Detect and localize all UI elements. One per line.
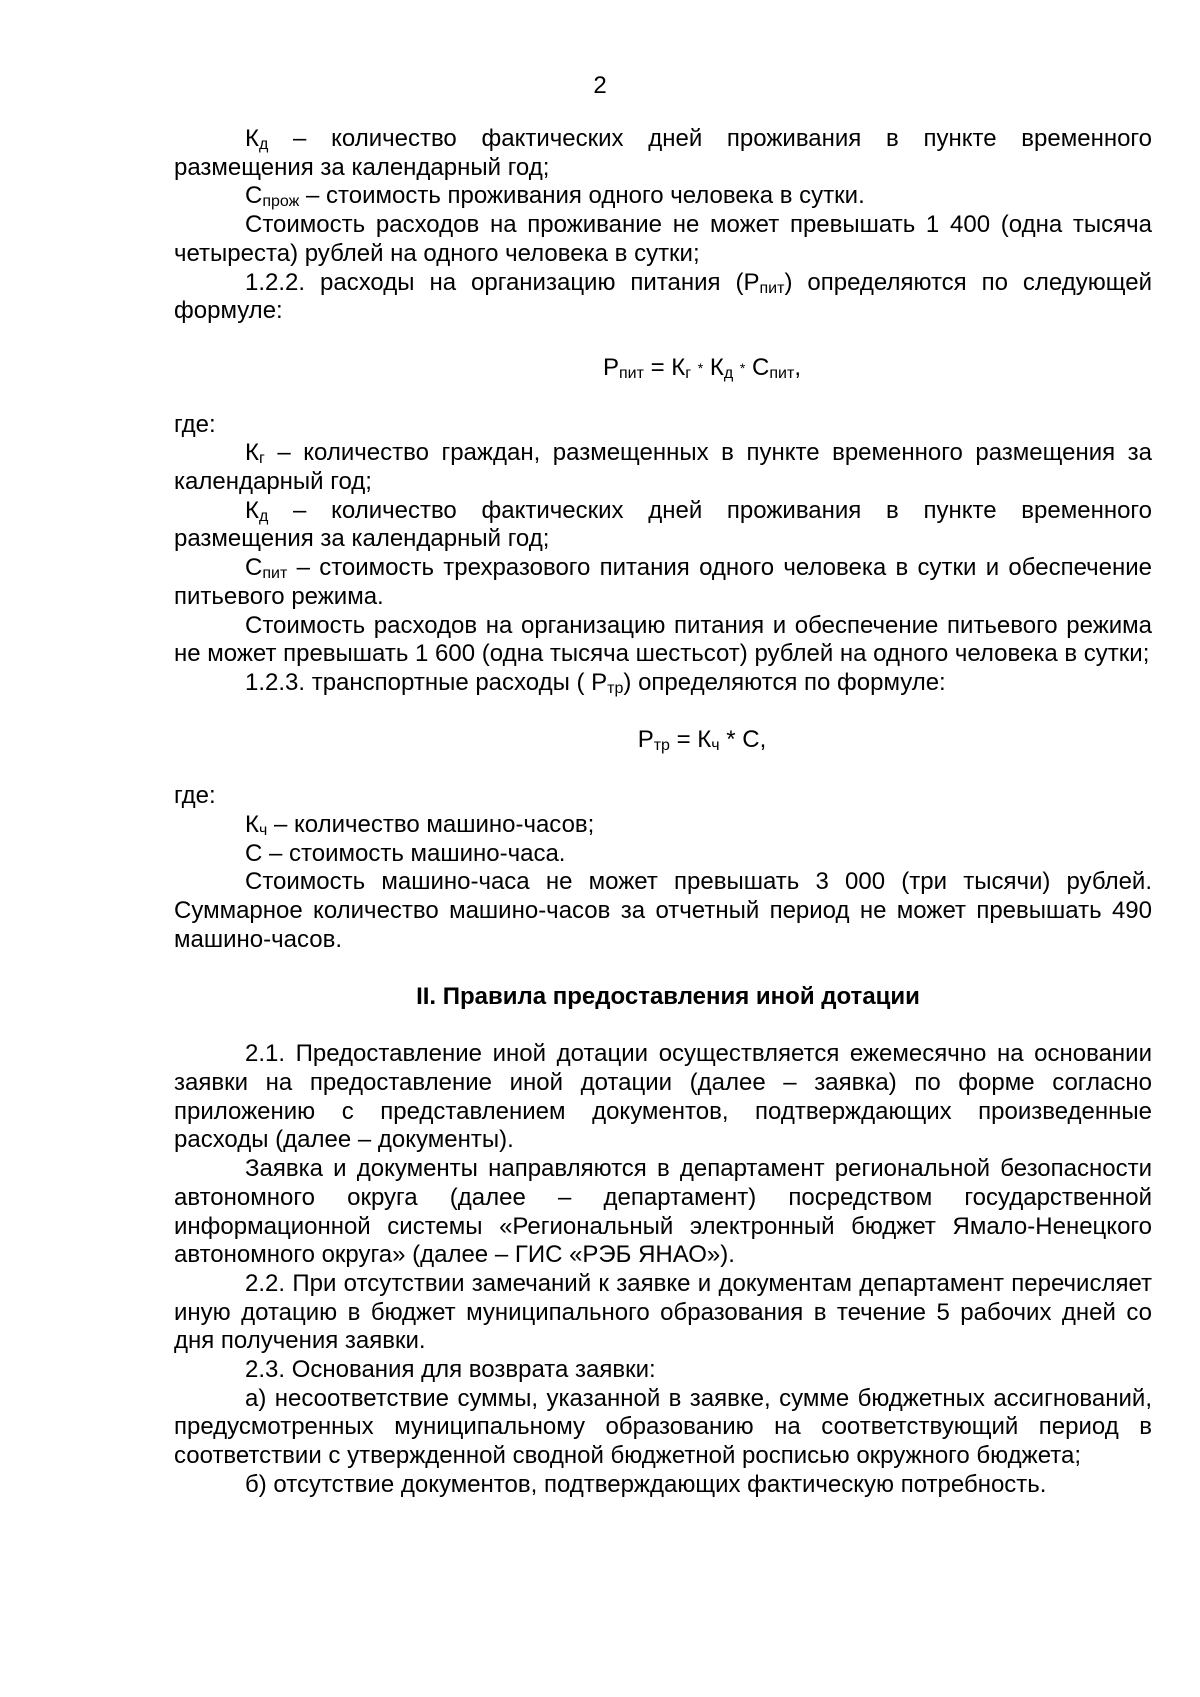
paragraph-2-3: 2.3. Основания для возврата заявки:: [245, 1356, 656, 1384]
definition-cprozh: $С_{прож}$ – стоимость проживания одного человека в сутки.: [245, 182, 865, 211]
paragraph-food-limit: Стоимость расходов на организацию питания и обеспечение питьевого режима не может превышать 1 600 (одна тысяча шестьсот) рублей на одного человека в сутки;: [174, 611, 1152, 668]
definition-c: С – стоимость машино-часа.: [245, 839, 566, 867]
definition-kch: $К_ч$ – количество машино-часов;: [245, 811, 595, 840]
definition-kd: $К_д$ – количество фактических дней проживания в пункте временного размещения за календарный год;: [174, 125, 1152, 181]
formula-food: $Р_{пит} = К_г * К_д * С_{пит}$,: [602, 353, 801, 382]
definition-kd-2: $К_д$ – количество фактических дней проживания в пункте временного размещения за календарный год;: [174, 496, 1152, 553]
paragraph-2-3-a: а) несоответствие суммы, указанной в заявке, сумме бюджетных ассигнований, предусмотренных муниципальному образованию на соответствующий период в соответствии с утвержденной сводной бюджетной росписью окружного бюджета;: [174, 1384, 1152, 1470]
paragraph-1-2-3: 1.2.3. транспортные расходы ( $Р_{тр}$) определяются по формуле:: [245, 668, 946, 697]
paragraph-machine-hour-limit: Стоимость машино-часа не может превышать 3 000 (три тысячи) рублей. Суммарное количество машино-часов за отчетный период не может превышать 490 машино-часов.: [174, 868, 1152, 953]
paragraph-2-2: 2.2. При отсутствии замечаний к заявке и документам департамент перечисляет иную дотацию в бюджет муниципального образования в течение 5 рабочих дней со дня получения заявки.: [174, 1269, 1152, 1355]
definition-cpit: $С_{пит}$ – стоимость трехразового питания одного человека в сутки и обеспечение питьевого режима.: [174, 554, 1152, 610]
where-label-1: где:: [174, 410, 216, 438]
document-body: [174, 125, 1152, 1500]
where-label-2: где:: [174, 782, 216, 810]
paragraph-lodging-limit: Стоимость расходов на проживание не может превышать 1 400 (одна тысяча четыреста) рублей на одного человека в сутки;: [174, 211, 1152, 267]
paragraph-2-3-b: б) отсутствие документов, подтверждающих фактическую потребность.: [245, 1470, 1047, 1498]
page-number: 2: [593, 72, 607, 99]
section-heading: II. Правила предоставления иной дотации: [416, 982, 920, 1010]
formula-transport: $Р_{тр} = К_ч * С$,: [637, 725, 767, 754]
paragraph-2-1: 2.1. Предоставление иной дотации осуществляется ежемесячно на основании заявки на предоставление иной дотации (далее – заявка) по форме согласно приложению с представлением документов, подтверждающих произведенные расходы (далее – документы).: [174, 1040, 1152, 1154]
definition-kg: $К_г$ – количество граждан, размещенных в пункте временного размещения за календарный год;: [174, 439, 1152, 496]
paragraph-application-submission: Заявка и документы направляются в департамент региональной безопасности автономного округа (далее – департамент) посредством государственной информационной системы «Региональный электронный бюджет Ямало-Ненецкого автономного округа» (далее – ГИС «РЭБ ЯНАО»).: [174, 1155, 1152, 1269]
paragraph-1-2-2: 1.2.2. расходы на организацию питания $(Р_{пит})$ определяются по следующей формуле:: [174, 268, 1152, 325]
